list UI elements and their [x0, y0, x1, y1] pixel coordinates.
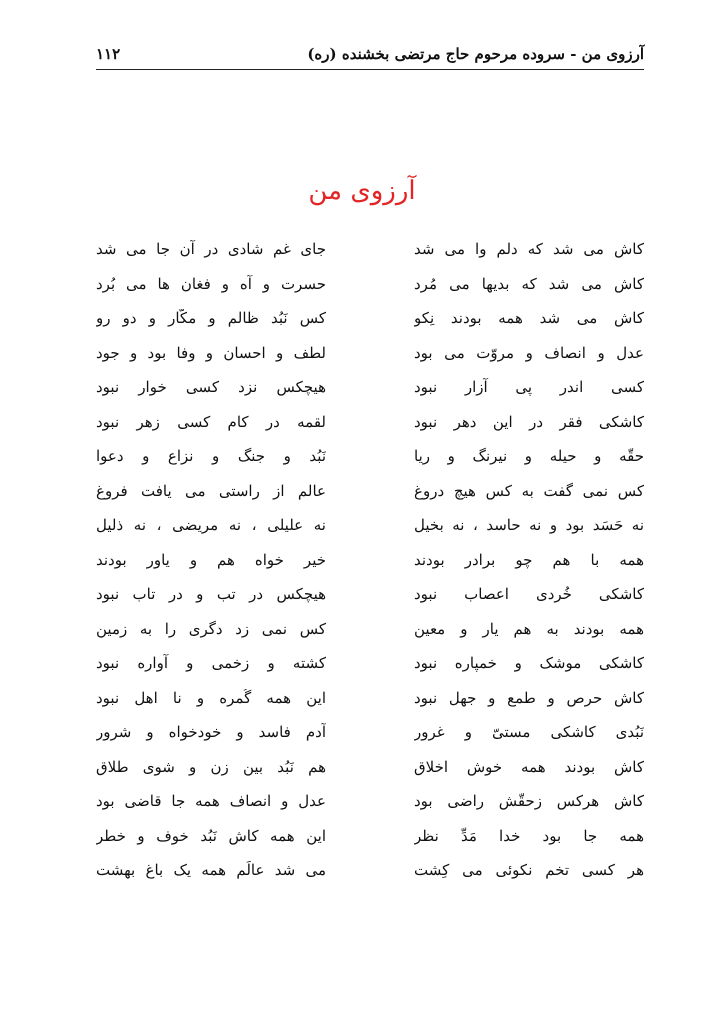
poem-title: آرزوی من [308, 176, 416, 206]
couplet [96, 819, 644, 854]
couplet [96, 232, 644, 267]
hemistich-second: کس نمی زد دگری را به زمین [96, 619, 326, 638]
hemistich-first: کاشکی فقر در این دهر نبود [414, 412, 644, 431]
couplet [96, 267, 644, 302]
hemistich-second: خیر خواه هم و یاور بودند [96, 550, 326, 569]
hemistich-first: کاشکی خُردی اعصاب نبود [414, 585, 644, 604]
hemistich-first: کاش می شد که بدیها می مُرد [414, 274, 644, 293]
couplet [96, 646, 644, 681]
hemistich-first: کاش می شد همه بودند نِکو [414, 309, 644, 328]
couplet [96, 612, 644, 647]
hemistich-second: آدم فاسد و خودخواه و شرور [96, 723, 326, 742]
hemistich-first: همه جا بود خدا مَدِّ نظر [414, 826, 644, 845]
running-header [96, 42, 644, 66]
hemistich-second: لطف و احسان و وفا بود و جود [96, 343, 326, 362]
couplet [96, 715, 644, 750]
hemistich-second: نه علیلی ، نه مریضی ، نه ذلیل [96, 516, 326, 535]
hemistich-first: کاش می شد که دلم وا می شد [414, 240, 644, 259]
hemistich-second: هم نَبُد بین زن و شوی طلاق [96, 757, 326, 776]
couplet [96, 681, 644, 716]
couplet [96, 301, 644, 336]
hemistich-first: کاش حرص و طمع و جهل نبود [414, 688, 644, 707]
hemistich-first: هر کسی تخم نکوئی می کِشت [414, 861, 644, 880]
couplet [96, 405, 644, 440]
hemistich-first: همه با هم چو برادر بودند [414, 550, 644, 569]
couplet [96, 543, 644, 578]
couplet [96, 439, 644, 474]
hemistich-first: نَبُدی کاشکی مستیّ و غرور [414, 723, 644, 742]
hemistich-second: این همه کاش نَبُد خوف و خطر [96, 826, 326, 845]
hemistich-first: کاش هرکس زحقّش راضی بود [414, 792, 644, 811]
hemistich-first: کاش بودند همه خوش اخلاق [414, 757, 644, 776]
hemistich-first: کسی اندر پی آزار نبود [414, 378, 644, 397]
hemistich-second: نَبُد و جنگ و نزاع و دعوا [96, 447, 326, 466]
hemistich-second: می شد عالَم همه یک باغ بهشت [96, 861, 326, 880]
hemistich-second: لقمه در کام کسی زهر نبود [96, 412, 326, 431]
poem-body [96, 232, 644, 888]
hemistich-first: حقّه و حیله و نیرنگ و ریا [414, 447, 644, 466]
hemistich-second: کشته و زخمی و آواره نبود [96, 654, 326, 673]
hemistich-second: کس نَبُد ظالم و مکّار و دو رو [96, 309, 326, 328]
couplet [96, 370, 644, 405]
hemistich-first: نه حَسَد بود و نه حاسد ، نه بخیل [414, 516, 644, 535]
couplet [96, 853, 644, 888]
hemistich-second: جای غم شادی در آن جا می شد [96, 240, 326, 259]
hemistich-first: همه بودند به هم یار و معین [414, 619, 644, 638]
couplet [96, 336, 644, 371]
hemistich-first: کاشکی موشک و خمپاره نبود [414, 654, 644, 673]
header-rule [96, 69, 644, 70]
hemistich-second: این همه گُمره و نا اهل نبود [96, 688, 326, 707]
hemistich-second: هیچکس در تب و در تاب نبود [96, 585, 326, 604]
header-title: آرزوی من - سروده مرحوم حاج مرتضی بخشنده (ره) [307, 45, 644, 63]
couplet [96, 750, 644, 785]
hemistich-second: عدل و انصاف همه جا قاضی بود [96, 792, 326, 811]
couplet [96, 784, 644, 819]
hemistich-second: عالم از راستی می یافت فروغ [96, 481, 326, 500]
hemistich-second: هیچکس نزد کسی خوار نبود [96, 378, 326, 397]
page-number: ۱۱۲ [96, 45, 121, 63]
couplet [96, 508, 644, 543]
hemistich-second: حسرت و آه و فغان ها می بُرد [96, 274, 326, 293]
hemistich-first: کس نمی گفت به کس هیچ دروغ [414, 481, 644, 500]
hemistich-first: عدل و انصاف و مروّت می بود [414, 343, 644, 362]
couplet [96, 577, 644, 612]
couplet [96, 474, 644, 509]
